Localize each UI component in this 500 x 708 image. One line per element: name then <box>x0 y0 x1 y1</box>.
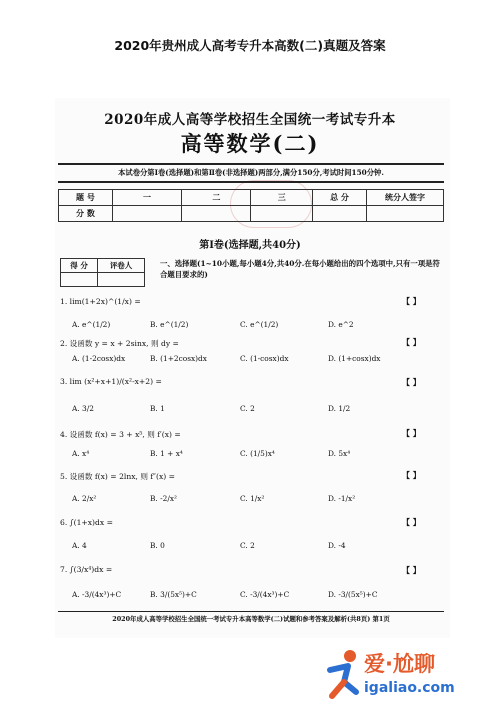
question-5-option-c: C. 1/x² <box>240 494 265 503</box>
grader-blank <box>61 273 98 287</box>
question-3-stem: 3. lim (x²+x+1)/(x²-x+2) = <box>60 377 162 386</box>
question-2-option-b: B. (1+2cosx)dx <box>150 354 207 363</box>
answer-bracket: 【 】 <box>402 470 421 480</box>
question-5-option-d: D. -1/x² <box>328 494 356 503</box>
grader-blank <box>98 273 145 287</box>
score-cell <box>313 206 367 222</box>
answer-bracket: 【 】 <box>402 337 421 347</box>
answer-bracket: 【 】 <box>402 377 421 387</box>
question-4-option-c: C. (1/5)x⁴ <box>240 449 275 458</box>
score-table-score-row <box>59 206 444 222</box>
question-3-option-d: D. 1/2 <box>328 404 351 413</box>
question-4-option-d: D. 5x⁴ <box>328 449 351 458</box>
answer-bracket: 【 】 <box>402 428 421 438</box>
watermark-brand: 爱·尬聊 <box>364 652 435 676</box>
question-4-option-b: B. 1 + x⁴ <box>150 449 183 458</box>
score-cell: 二 <box>182 190 251 206</box>
question-4-option-a: A. x⁴ <box>72 449 90 458</box>
question-1-option-c: C. e^(1/2) <box>240 320 279 329</box>
score-cell <box>112 206 181 222</box>
question-3-option-a: A. 3/2 <box>72 404 94 413</box>
document-title: 2020年贵州成人高考专升本高数(二)真题及答案 <box>114 38 386 53</box>
answer-bracket: 【 】 <box>402 517 421 527</box>
question-1-option-d: D. e^2 <box>328 320 354 329</box>
score-table-header-row <box>59 190 444 206</box>
score-table <box>58 189 444 222</box>
subject-title: 高等数学(二) <box>180 131 320 156</box>
grader-cell-score: 得 分 <box>61 259 98 273</box>
question-6-stem: 6. ∫(1+x)dx = <box>60 518 113 527</box>
question-5-option-a: A. 2/x² <box>72 494 97 503</box>
runner-logo-icon <box>322 648 362 704</box>
page-footer: 2020年成人高等学校招生全国统一考试专升本高等数学(二)试题和参考答案及解析(共8页) 第1页 <box>58 611 444 623</box>
score-cell: 三 <box>251 190 313 206</box>
grader-cell-reviewer: 评卷人 <box>98 259 145 273</box>
grader-table <box>60 258 145 287</box>
question-2-option-c: C. (1-cosx)dx <box>240 354 289 363</box>
score-cell: 总 分 <box>313 190 367 206</box>
score-cell <box>251 206 313 222</box>
question-2-option-a: A. (1-2cosx)dx <box>72 354 126 363</box>
question-7-stem: 7. ∫(3/x⁴)dx = <box>60 565 113 574</box>
answer-bracket: 【 】 <box>402 565 421 575</box>
question-7-option-a: A. -3/(4x³)+C <box>72 590 122 599</box>
exam-title: 2020年成人高等学校招生全国统一考试专升本 <box>104 112 396 128</box>
question-4-stem: 4. 设函数 f(x) = 3 + x⁵, 则 f′(x) = <box>60 430 181 439</box>
question-6-option-d: D. -4 <box>328 541 346 550</box>
answer-bracket: 【 】 <box>402 296 421 306</box>
question-1-option-a: A. e^(1/2) <box>72 320 111 329</box>
score-cell: 统分人签字 <box>366 190 443 206</box>
question-2-stem: 2. 设函数 y = x + 2sinx, 则 dy = <box>60 339 179 348</box>
question-1-stem: 1. lim(1+2x)^(1/x) = <box>60 297 141 306</box>
question-6-option-c: C. 2 <box>240 541 255 550</box>
watermark <box>322 646 500 706</box>
volume-heading: 第Ⅰ卷(选择题,共40分) <box>199 240 301 251</box>
question-6-option-b: B. 0 <box>150 541 165 550</box>
exam-instructions-banner: 本试卷分第Ⅰ卷(选择题)和第Ⅱ卷(非选择题)两部分,满分150分,考试时间150分钟. <box>58 163 444 183</box>
question-1-option-b: B. e^(1/2) <box>150 320 189 329</box>
score-cell: 分 数 <box>59 206 113 222</box>
question-7-option-c: C. -3/(4x³)+C <box>240 590 290 599</box>
question-5-stem: 5. 设函数 f(x) = 2lnx, 则 f″(x) = <box>60 472 175 481</box>
question-3-option-c: C. 2 <box>240 404 255 413</box>
watermark-url: igaliao.com <box>364 680 455 696</box>
question-3-option-b: B. 1 <box>150 404 165 413</box>
question-7-option-b: B. 3/(5x⁵)+C <box>150 590 197 599</box>
question-7-option-d: D. -3/(5x⁵)+C <box>328 590 378 599</box>
score-cell: 一 <box>112 190 181 206</box>
score-cell <box>366 206 443 222</box>
score-cell: 题 号 <box>59 190 113 206</box>
score-cell <box>182 206 251 222</box>
question-2-option-d: D. (1+cosx)dx <box>328 354 381 363</box>
question-5-option-b: B. -2/x² <box>150 494 177 503</box>
section-instructions: 一、选择题(1~10小题,每小题4分,共40分.在每小题给出的四个选项中,只有一项是符合题目要求的) <box>160 259 440 279</box>
question-6-option-a: A. 4 <box>72 541 87 550</box>
